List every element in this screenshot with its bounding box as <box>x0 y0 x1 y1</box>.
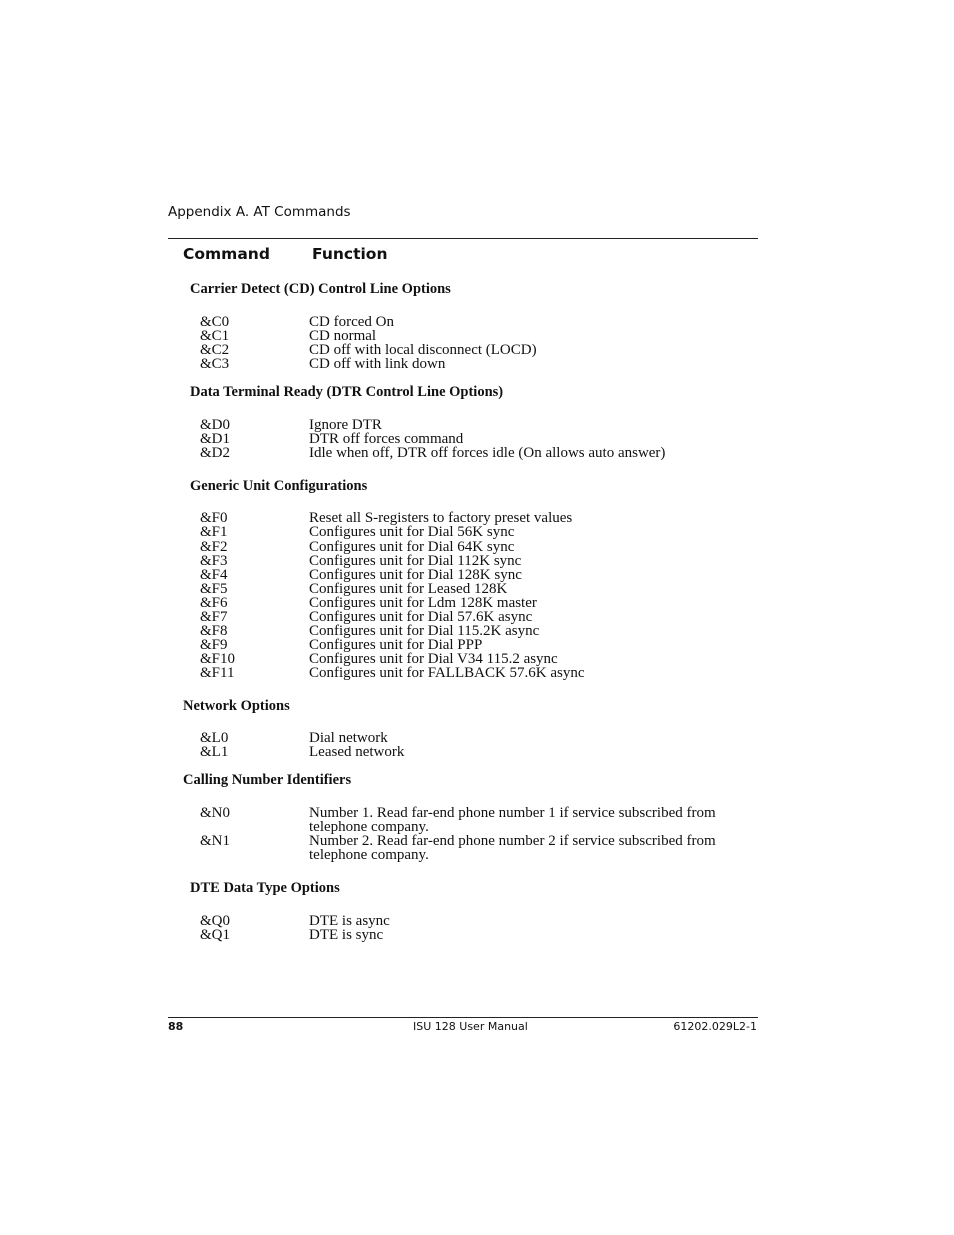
command-description: Configures unit for Dial PPP <box>309 637 483 653</box>
command-description: Number 1. Read far-end phone number 1 if service subscribed from telephone company. <box>309 805 716 835</box>
command-description: CD off with link down <box>309 356 446 372</box>
command-code: &D2 <box>200 445 230 461</box>
command-description: Configures unit for Dial 112K sync <box>309 553 522 569</box>
command-code: &D1 <box>200 431 230 447</box>
command-code: &F8 <box>200 623 228 639</box>
command-code: &L1 <box>200 744 229 760</box>
command-code: &F3 <box>200 553 228 569</box>
running-header: Appendix A. AT Commands <box>168 204 351 220</box>
command-code: &F4 <box>200 567 228 583</box>
command-description: CD forced On <box>309 314 394 330</box>
command-code: &Q1 <box>200 927 230 943</box>
command-code: &Q0 <box>200 913 230 929</box>
page-number: 88 <box>168 1020 184 1033</box>
command-description: Configures unit for Ldm 128K master <box>309 595 537 611</box>
command-description: Configures unit for Dial 128K sync <box>309 567 522 583</box>
command-code: &C2 <box>200 342 230 358</box>
section-title-network-options: Network Options <box>183 698 290 714</box>
command-description: Configures unit for Dial 56K sync <box>309 524 515 540</box>
command-code: &F0 <box>200 510 228 526</box>
command-description: Configures unit for FALLBACK 57.6K async <box>309 665 585 681</box>
command-code: &F7 <box>200 609 228 625</box>
command-description: Configures unit for Dial 115.2K async <box>309 623 540 639</box>
command-code: &F9 <box>200 637 228 653</box>
command-code: &F5 <box>200 581 228 597</box>
column-header-command: Command <box>183 245 270 263</box>
command-description: Configures unit for Dial 64K sync <box>309 539 515 555</box>
command-code: &N1 <box>200 833 230 849</box>
section-title-calling-number: Calling Number Identifiers <box>183 772 352 788</box>
document-number: 61202.029L2-1 <box>673 1020 757 1033</box>
command-description: CD normal <box>309 328 377 344</box>
command-code: &F6 <box>200 595 228 611</box>
command-description: DTE is async <box>309 913 390 929</box>
command-description: Configures unit for Dial 57.6K async <box>309 609 533 625</box>
command-description: Idle when off, DTR off forces idle (On allows auto answer) <box>309 445 666 461</box>
command-description: Configures unit for Leased 128K <box>309 581 508 597</box>
command-description: Configures unit for Dial V34 115.2 async <box>309 651 558 667</box>
section-title-carrier-detect: Carrier Detect (CD) Control Line Options <box>190 281 451 297</box>
command-description: DTE is sync <box>309 927 384 943</box>
section-title-dte-data-type: DTE Data Type Options <box>190 880 340 896</box>
command-description: CD off with local disconnect (LOCD) <box>309 342 537 358</box>
command-code: &L0 <box>200 730 229 746</box>
command-code: &C1 <box>200 328 230 344</box>
command-code: &D0 <box>200 417 230 433</box>
command-description: DTR off forces command <box>309 431 464 447</box>
manual-title: ISU 128 User Manual <box>413 1020 528 1033</box>
command-description: Leased network <box>309 744 405 760</box>
command-description: Dial network <box>309 730 388 746</box>
command-code: &N0 <box>200 805 230 821</box>
command-code: &F2 <box>200 539 228 555</box>
command-description: Reset all S-registers to factory preset values <box>309 510 573 526</box>
command-description: Number 2. Read far-end phone number 2 if service subscribed from telephone company. <box>309 833 716 863</box>
column-header-function: Function <box>312 245 388 263</box>
section-title-generic-unit: Generic Unit Configurations <box>190 478 368 494</box>
header-divider <box>168 238 758 239</box>
section-title-dtr: Data Terminal Ready (DTR Control Line Options) <box>190 384 504 400</box>
command-code: &F11 <box>200 665 235 681</box>
command-description: Ignore DTR <box>309 417 382 433</box>
command-code: &C3 <box>200 356 230 372</box>
command-code: &F10 <box>200 651 236 667</box>
command-code: &F1 <box>200 524 228 540</box>
command-code: &C0 <box>200 314 230 330</box>
footer-divider <box>168 1017 758 1018</box>
